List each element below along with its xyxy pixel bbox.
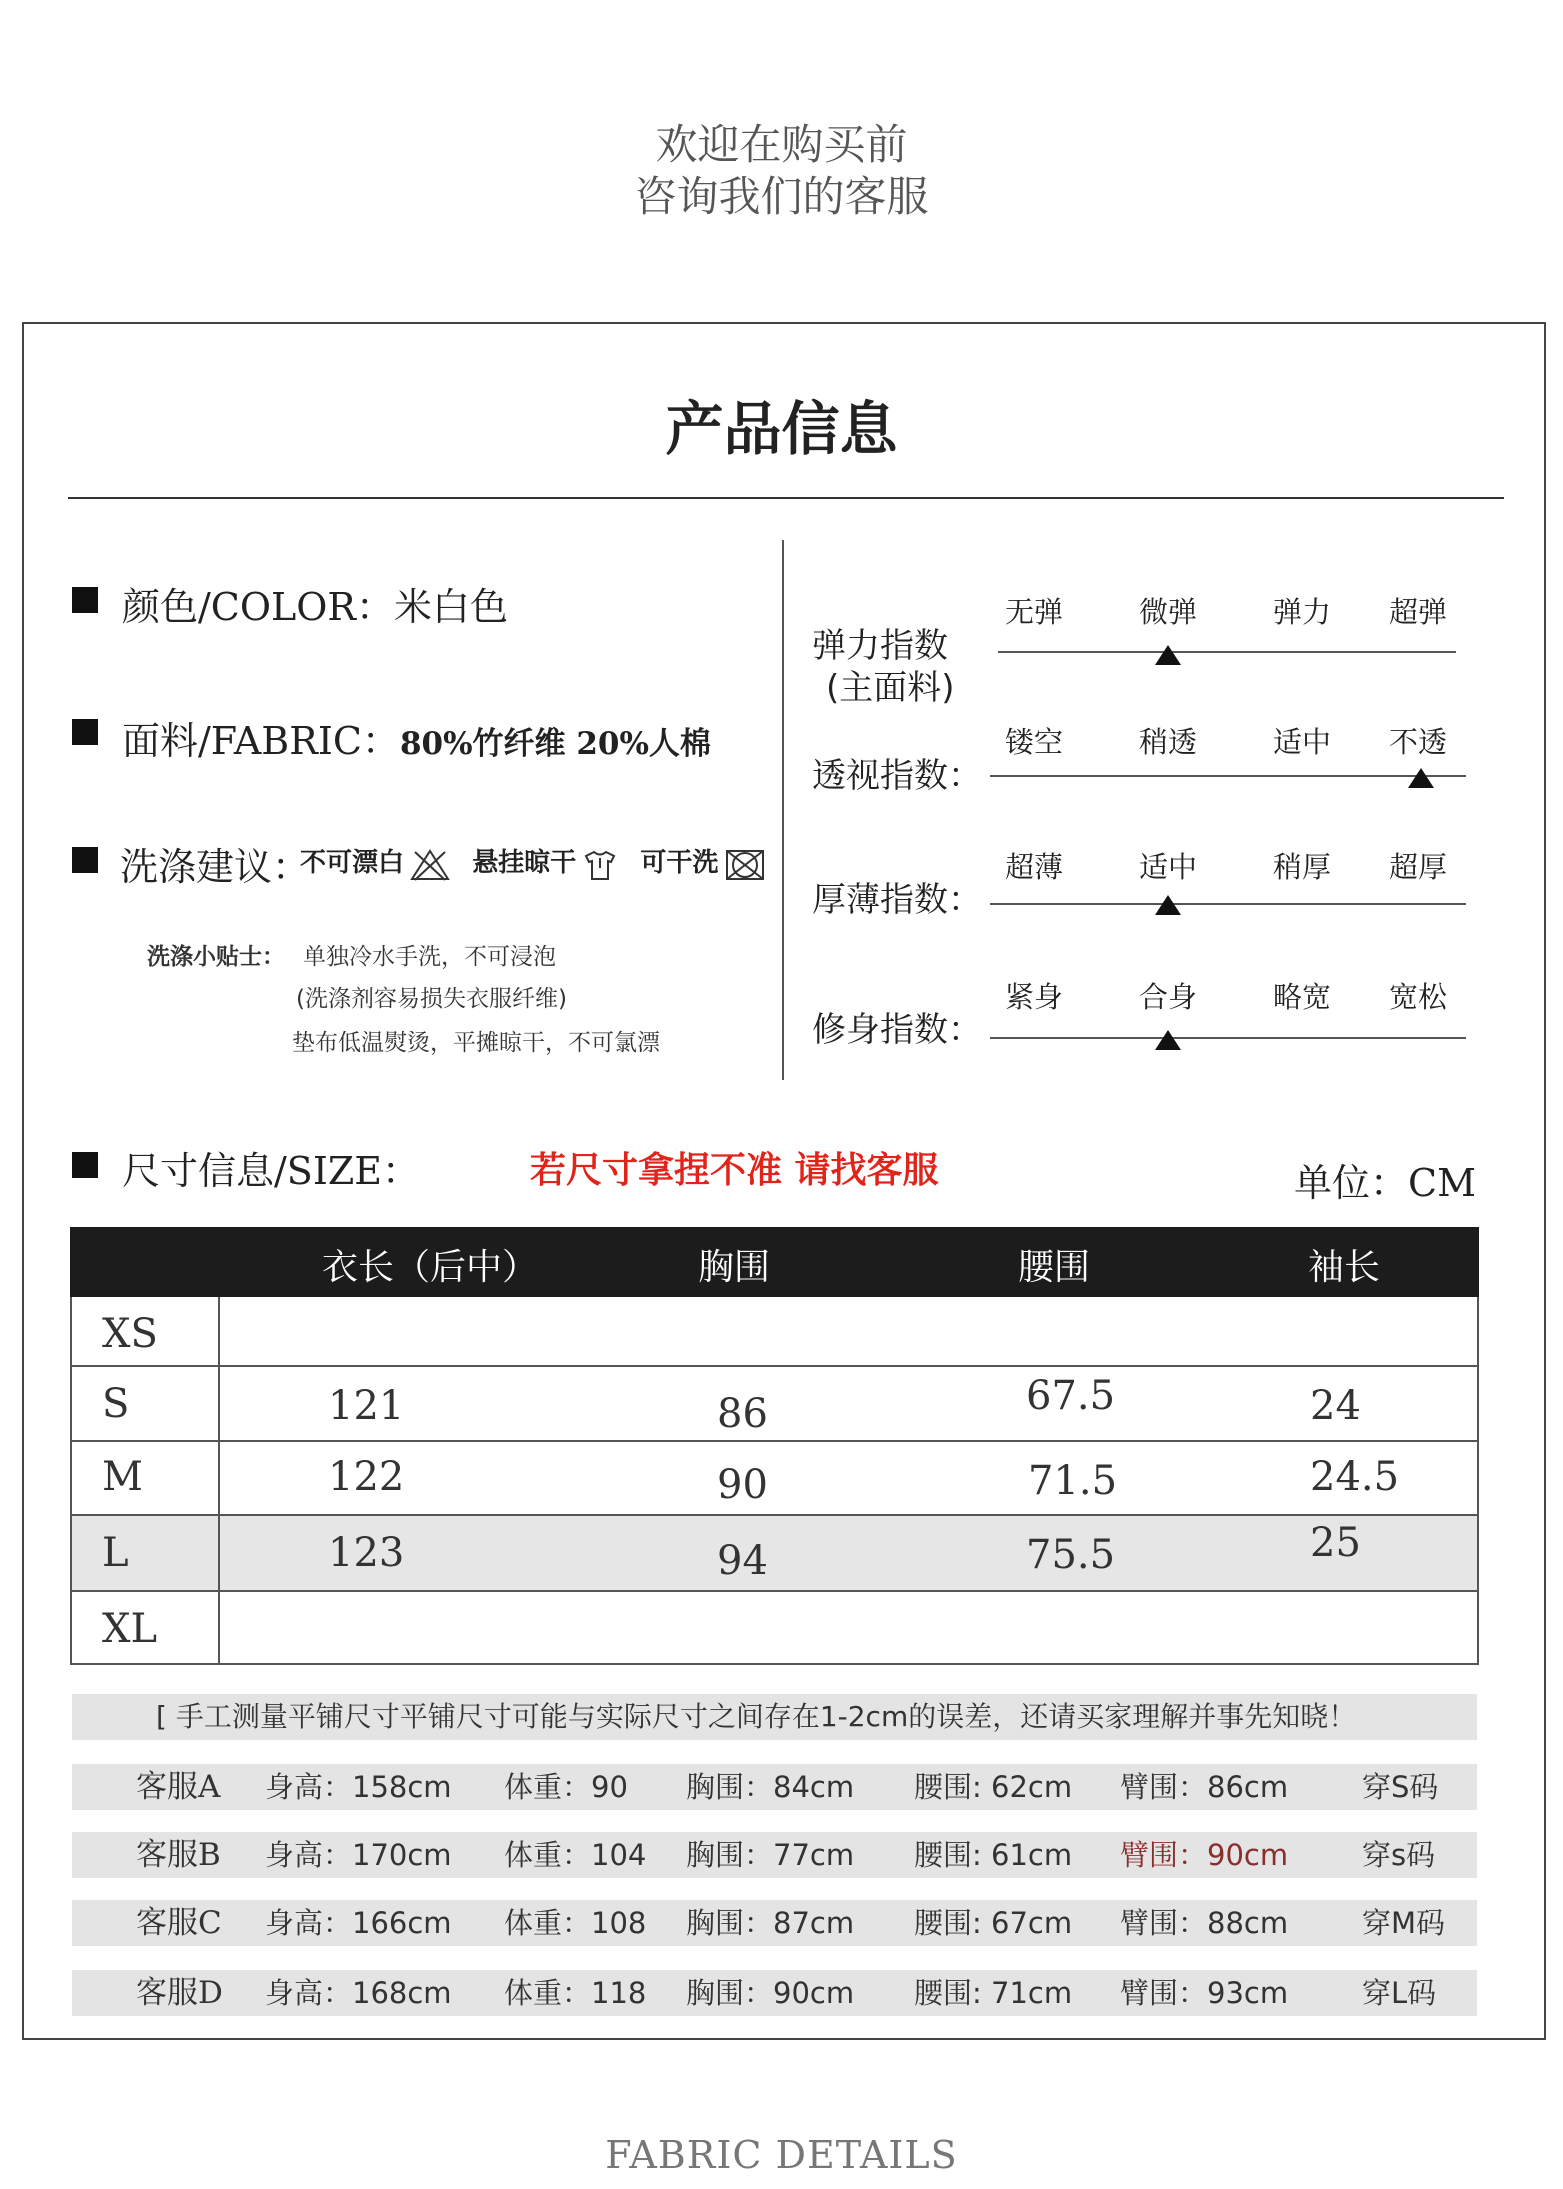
footer-title: FABRIC DETAILS — [605, 2133, 958, 2177]
model-arm: 臂围：86cm — [1120, 1770, 1289, 1804]
chest-cell: 86 — [717, 1391, 768, 1437]
model-size: 穿L码 — [1362, 1976, 1437, 2010]
index-option: 弹力 — [1272, 595, 1331, 629]
washing-symbols — [300, 842, 766, 886]
index-scale-line — [990, 903, 1466, 905]
model-arm: 臂围：93cm — [1120, 1976, 1289, 2010]
model-chest: 胸围：77cm — [686, 1838, 855, 1872]
chest-cell: 90 — [717, 1462, 768, 1508]
vertical-divider — [782, 540, 784, 1080]
index-option: 宽松 — [1388, 980, 1447, 1014]
fabric-row — [122, 710, 711, 765]
index-option: 适中 — [1272, 725, 1331, 759]
elasticity-title: 弹力指数 — [812, 626, 948, 666]
index-option: 略宽 — [1272, 980, 1331, 1014]
model-row — [72, 1764, 1477, 1810]
model-arm: 臂围：88cm — [1120, 1906, 1289, 1940]
fit-title: 修身指数： — [812, 1010, 982, 1050]
index-scale-line — [990, 775, 1466, 777]
hang-dry-icon — [581, 848, 619, 886]
section-title: 产品信息 — [665, 395, 898, 463]
model-size: 穿S码 — [1362, 1770, 1439, 1804]
model-chest: 胸围：90cm — [686, 1976, 855, 2010]
size-warning: 若尺寸拿捏不准 请找客服 — [530, 1150, 939, 1191]
index-option: 稍透 — [1138, 725, 1197, 759]
model-row — [72, 1832, 1477, 1878]
model-name: 客服A — [136, 1769, 221, 1805]
model-weight: 体重：104 — [504, 1838, 647, 1872]
model-name: 客服C — [136, 1905, 222, 1941]
model-row — [72, 1900, 1477, 1946]
color-label: 颜色/COLOR： — [122, 585, 395, 629]
no-bleach-label: 不可漂白 — [300, 848, 405, 878]
title-divider — [68, 497, 1504, 499]
index-option: 微弹 — [1138, 595, 1197, 629]
wash-tip-3: 垫布低温熨烫，平摊晾干，不可氯漂 — [292, 1030, 660, 1056]
index-option: 无弹 — [1004, 595, 1063, 629]
header-chest: 胸围 — [698, 1247, 771, 1288]
index-option: 超弹 — [1388, 595, 1447, 629]
index-option: 适中 — [1138, 850, 1197, 884]
measurement-note-text: [ 手工测量平铺尺寸平铺尺寸可能与实际尺寸之间存在1-2cm的误差，还请买家理解并事先知晓！ — [156, 1700, 1357, 1733]
hang-dry-label: 悬挂晾干 — [472, 848, 577, 878]
table-row-s — [72, 1367, 1477, 1442]
model-height: 身高：166cm — [265, 1906, 452, 1940]
length-cell: 121 — [328, 1383, 405, 1429]
size-label: 尺寸信息/SIZE： — [122, 1149, 420, 1193]
sleeve-cell: 25 — [1310, 1520, 1361, 1566]
fabric-label: 面料/FABRIC： — [122, 719, 400, 763]
welcome-line-1: 欢迎在购买前 — [655, 120, 908, 169]
model-chest: 胸围：87cm — [686, 1906, 855, 1940]
dry-clean-icon — [724, 848, 766, 886]
index-marker-icon — [1155, 645, 1181, 665]
thickness-title: 厚薄指数： — [812, 880, 982, 920]
elasticity-subtitle: (主面料) — [826, 668, 955, 708]
waist-cell: 75.5 — [1026, 1532, 1116, 1578]
washing-label: 洗涤建议： — [120, 845, 311, 889]
model-chest: 胸围：84cm — [686, 1770, 855, 1804]
size-table-header — [70, 1227, 1479, 1297]
header-length: 衣长（后中） — [322, 1247, 539, 1288]
model-waist: 腰围: 71cm — [914, 1976, 1073, 2010]
index-option: 合身 — [1138, 980, 1197, 1014]
index-option: 不透 — [1388, 725, 1447, 759]
sleeve-cell: 24.5 — [1310, 1454, 1400, 1500]
header-sleeve: 袖长 — [1308, 1247, 1381, 1288]
size-column-divider — [218, 1297, 220, 1665]
bullet-square — [72, 587, 98, 613]
waist-cell: 71.5 — [1028, 1458, 1118, 1504]
model-weight: 体重：108 — [504, 1906, 647, 1940]
header-waist: 腰围 — [1018, 1247, 1091, 1288]
model-height: 身高：168cm — [265, 1976, 452, 2010]
index-option: 紧身 — [1004, 980, 1063, 1014]
model-name: 客服B — [136, 1837, 221, 1873]
transparency-title: 透视指数： — [812, 756, 982, 796]
model-weight: 体重：90 — [504, 1770, 628, 1804]
index-option: 超厚 — [1388, 850, 1447, 884]
chest-cell: 94 — [717, 1538, 768, 1584]
table-row-xs — [72, 1297, 1477, 1367]
model-weight: 体重：118 — [504, 1976, 647, 2010]
waist-cell: 67.5 — [1026, 1373, 1116, 1419]
measurement-note — [72, 1694, 1477, 1740]
wash-tip-2: (洗涤剂容易损失衣服纤维) — [296, 986, 567, 1012]
model-height: 身高：158cm — [265, 1770, 452, 1804]
index-marker-icon — [1155, 895, 1181, 915]
welcome-line-2: 咨询我们的客服 — [634, 172, 929, 221]
index-marker-icon — [1408, 768, 1434, 788]
sleeve-cell: 24 — [1310, 1383, 1361, 1429]
table-row-m — [72, 1442, 1477, 1516]
bullet-square — [72, 1152, 98, 1178]
length-cell: 123 — [328, 1530, 405, 1576]
dry-clean-label: 可干洗 — [640, 848, 719, 878]
length-cell: 122 — [328, 1454, 405, 1500]
model-waist: 腰围: 62cm — [914, 1770, 1073, 1804]
fabric-value: 80%竹纤维 20%人棉 — [399, 726, 711, 762]
model-height: 身高：170cm — [265, 1838, 452, 1872]
color-row — [122, 576, 508, 631]
bullet-square — [72, 719, 98, 745]
size-cell: XL — [102, 1606, 158, 1652]
size-cell: M — [102, 1454, 143, 1500]
model-size: 穿M码 — [1362, 1906, 1446, 1940]
model-waist: 腰围: 61cm — [914, 1838, 1073, 1872]
no-bleach-icon — [409, 848, 451, 886]
size-cell: XS — [102, 1311, 158, 1357]
table-row-xl — [72, 1592, 1477, 1665]
color-value: 米白色 — [394, 585, 509, 629]
index-option: 稍厚 — [1272, 850, 1331, 884]
index-scale-line — [990, 1037, 1466, 1039]
wash-tips-label: 洗涤小贴士： — [147, 944, 285, 970]
index-option: 镂空 — [1004, 725, 1063, 759]
model-name: 客服D — [136, 1975, 223, 2011]
model-arm: 臂围：90cm — [1120, 1838, 1289, 1872]
bullet-square — [72, 847, 98, 873]
model-waist: 腰围: 67cm — [914, 1906, 1073, 1940]
model-size: 穿s码 — [1362, 1838, 1436, 1872]
wash-tip-1: 单独冷水手洗，不可浸泡 — [303, 944, 556, 970]
model-row — [72, 1970, 1477, 2016]
index-marker-icon — [1155, 1030, 1181, 1050]
index-option: 超薄 — [1004, 850, 1063, 884]
index-scale-line — [998, 651, 1456, 653]
unit-label: 单位：CM — [1294, 1161, 1476, 1205]
size-cell: L — [102, 1530, 129, 1576]
size-cell: S — [102, 1381, 130, 1427]
table-row-l — [72, 1516, 1477, 1592]
